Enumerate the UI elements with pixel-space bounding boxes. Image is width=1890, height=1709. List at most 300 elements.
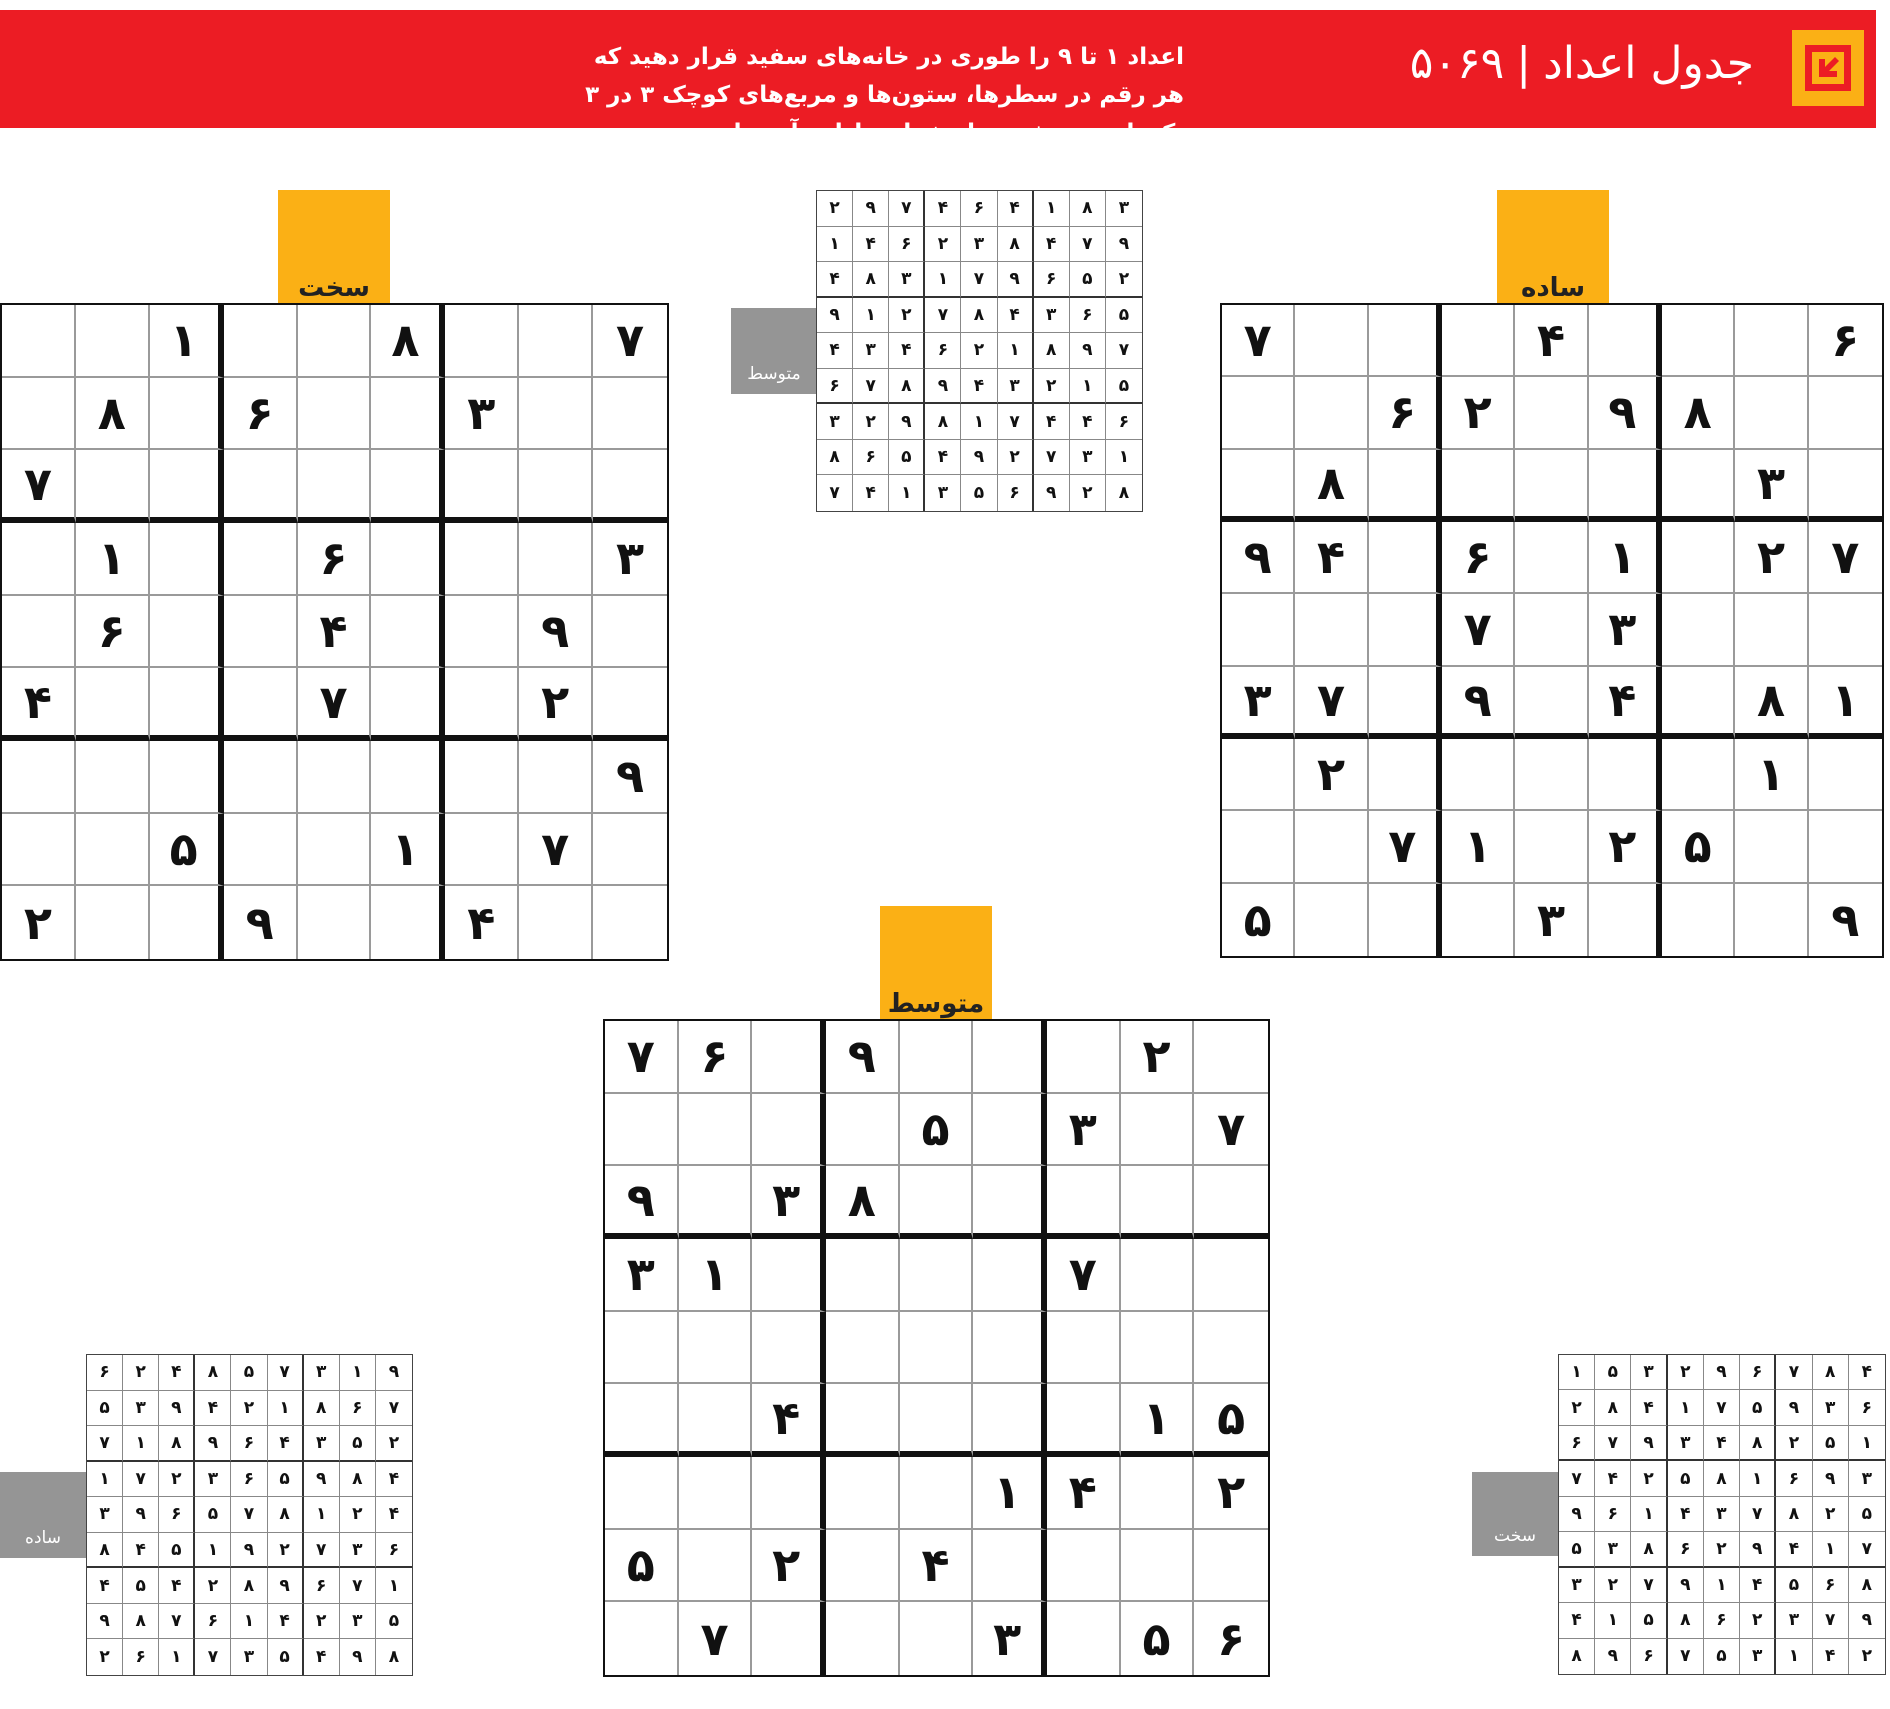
easy-answer-cell: ۹ <box>304 1462 340 1498</box>
hard-sudoku-cell <box>298 378 372 451</box>
hard-sudoku-cell <box>371 523 445 596</box>
medium-sudoku-cell: ۷ <box>679 1602 753 1675</box>
medium-sudoku-cell: ۱ <box>1121 1384 1195 1457</box>
hard-sudoku-cell <box>593 450 667 523</box>
easy-sudoku-cell <box>1589 884 1662 956</box>
hard-sudoku-cell <box>298 814 372 887</box>
medium-sudoku-cell <box>900 1021 974 1094</box>
easy-sudoku-cell <box>1222 450 1295 522</box>
easy-sudoku-grid <box>1220 303 1884 958</box>
hard-answer-cell: ۸ <box>1776 1497 1812 1532</box>
medium-sudoku-cell: ۴ <box>752 1384 826 1457</box>
hard-sudoku-cell: ۴ <box>2 668 76 741</box>
medium-answer-cell: ۸ <box>889 369 925 405</box>
medium-answer-cell: ۶ <box>1106 404 1142 440</box>
hard-answer-cell: ۱ <box>1668 1390 1704 1425</box>
hard-sudoku-cell: ۴ <box>298 596 372 669</box>
medium-answer-cell: ۷ <box>817 475 853 511</box>
easy-answer-cell: ۹ <box>159 1391 195 1427</box>
easy-sudoku-cell <box>1662 450 1735 522</box>
hard-sudoku-cell: ۹ <box>593 741 667 814</box>
easy-sudoku-cell <box>1442 739 1515 811</box>
hard-sudoku-cell: ۳ <box>593 523 667 596</box>
hard-answer-cell: ۴ <box>1595 1461 1631 1496</box>
easy-sudoku-cell <box>1662 739 1735 811</box>
hard-answer-cell: ۴ <box>1813 1639 1849 1674</box>
easy-answer-cell: ۶ <box>340 1391 376 1427</box>
hard-answer-cell: ۶ <box>1849 1390 1885 1425</box>
medium-sudoku-cell <box>973 1530 1047 1603</box>
medium-sudoku-cell: ۷ <box>605 1021 679 1094</box>
medium-answer-cell: ۱ <box>853 298 889 334</box>
hard-answer-cell: ۳ <box>1813 1390 1849 1425</box>
easy-sudoku-cell <box>1735 811 1808 883</box>
medium-answer-cell: ۲ <box>1106 262 1142 298</box>
easy-sudoku-cell: ۳ <box>1589 594 1662 666</box>
hard-sudoku-cell <box>150 596 224 669</box>
hard-sudoku-cell <box>519 450 593 523</box>
easy-answer-cell: ۲ <box>195 1568 231 1604</box>
easy-sudoku-cell: ۹ <box>1589 377 1662 449</box>
medium-answer-cell: ۲ <box>853 404 889 440</box>
medium-sudoku-cell <box>752 1239 826 1312</box>
hard-sudoku-cell <box>445 450 519 523</box>
hard-answer-cell: ۳ <box>1631 1355 1667 1390</box>
hard-sudoku-cell <box>371 450 445 523</box>
hard-answer-cell: ۱ <box>1704 1568 1740 1603</box>
easy-sudoku-cell <box>1662 305 1735 377</box>
hard-sudoku-cell <box>519 886 593 959</box>
hard-sudoku-cell: ۸ <box>76 378 150 451</box>
medium-answer-cell: ۶ <box>925 333 961 369</box>
hard-answer-cell: ۷ <box>1740 1497 1776 1532</box>
easy-sudoku-cell <box>1295 305 1368 377</box>
medium-sudoku-cell: ۲ <box>1121 1021 1195 1094</box>
easy-sudoku-cell <box>1515 377 1588 449</box>
hard-sudoku-cell <box>445 814 519 887</box>
medium-sudoku-cell <box>1194 1239 1268 1312</box>
hard-sudoku-cell <box>76 305 150 378</box>
hard-answer-cell: ۸ <box>1813 1355 1849 1390</box>
hard-sudoku-cell: ۱ <box>371 814 445 887</box>
easy-answer-cell: ۸ <box>87 1533 123 1569</box>
medium-answer-cell: ۳ <box>853 333 889 369</box>
hard-answer-cell: ۴ <box>1776 1532 1812 1567</box>
medium-answer-cell: ۴ <box>817 333 853 369</box>
hard-answer-cell: ۲ <box>1704 1532 1740 1567</box>
medium-sudoku-cell <box>826 1457 900 1530</box>
medium-sudoku-cell <box>900 1166 974 1239</box>
medium-sudoku-cell <box>1047 1312 1121 1385</box>
easy-answer-cell: ۲ <box>376 1426 412 1462</box>
easy-sudoku-cell: ۴ <box>1589 667 1662 739</box>
hard-answer-cell: ۷ <box>1813 1603 1849 1638</box>
easy-answer-cell: ۵ <box>159 1533 195 1569</box>
easy-sudoku-cell <box>1662 667 1735 739</box>
medium-sudoku-cell <box>973 1166 1047 1239</box>
medium-answer-cell: ۲ <box>998 440 1034 476</box>
medium-answer-cell: ۷ <box>1106 333 1142 369</box>
easy-sudoku-cell: ۲ <box>1589 811 1662 883</box>
easy-sudoku-cell <box>1735 884 1808 956</box>
medium-answer-cell: ۴ <box>998 298 1034 334</box>
hard-answer-cell: ۵ <box>1668 1461 1704 1496</box>
easy-sudoku-cell <box>1809 377 1882 449</box>
medium-answer-cell: ۲ <box>925 227 961 263</box>
hard-sudoku-cell: ۲ <box>519 668 593 741</box>
easy-answer-cell: ۴ <box>268 1604 304 1640</box>
medium-answer-cell: ۱ <box>1070 369 1106 405</box>
hard-sudoku-cell <box>593 886 667 959</box>
hard-sudoku-cell: ۹ <box>519 596 593 669</box>
hard-answer-cell: ۸ <box>1704 1461 1740 1496</box>
easy-answer-cell: ۴ <box>87 1568 123 1604</box>
hard-answer-cell: ۳ <box>1776 1603 1812 1638</box>
easy-answer-cell: ۷ <box>159 1604 195 1640</box>
hard-sudoku-cell <box>298 450 372 523</box>
hard-sudoku-cell <box>445 741 519 814</box>
instructions-text: اعداد ۱ تا ۹ را طوری در خانه‌های سفید قرار دهید که هر رقم در سطرها، ستون‌ها و مربع‌های کوچک ۳ در ۳ یک بار دیده شود. پاسخ‌ها در ادامه آمده است. <box>585 44 1184 146</box>
easy-answer-grid <box>86 1354 413 1676</box>
medium-sudoku-cell <box>973 1312 1047 1385</box>
logo <box>1792 30 1864 106</box>
hard-sudoku-cell <box>224 450 298 523</box>
easy-answer-cell: ۸ <box>231 1568 267 1604</box>
hard-sudoku-cell: ۳ <box>445 378 519 451</box>
header-bar <box>0 10 1876 146</box>
medium-sudoku-cell: ۷ <box>1047 1239 1121 1312</box>
medium-answer-cell: ۹ <box>889 404 925 440</box>
hard-sudoku-cell <box>150 450 224 523</box>
easy-sudoku-cell: ۱ <box>1442 811 1515 883</box>
medium-answer-cell: ۴ <box>817 262 853 298</box>
medium-sudoku-cell <box>1047 1166 1121 1239</box>
hard-sudoku-cell <box>224 523 298 596</box>
medium-answer-cell: ۴ <box>889 333 925 369</box>
easy-answer-cell: ۶ <box>231 1462 267 1498</box>
medium-sudoku-cell <box>826 1094 900 1167</box>
medium-sudoku-cell: ۳ <box>605 1239 679 1312</box>
easy-answer-cell: ۴ <box>159 1355 195 1391</box>
medium-sudoku-cell <box>679 1530 753 1603</box>
hard-label-block <box>278 190 390 305</box>
medium-sudoku-cell: ۵ <box>1194 1384 1268 1457</box>
hard-label: سخت <box>298 273 370 303</box>
medium-answer-cell: ۹ <box>817 298 853 334</box>
easy-sudoku-cell: ۹ <box>1831 892 1860 947</box>
medium-answer-tag <box>731 308 817 394</box>
easy-answer-cell: ۳ <box>340 1533 376 1569</box>
easy-sudoku-cell <box>1809 594 1882 666</box>
hard-answer-cell: ۲ <box>1631 1461 1667 1496</box>
hard-answer-cell: ۵ <box>1776 1568 1812 1603</box>
hard-answer-cell: ۶ <box>1668 1532 1704 1567</box>
easy-answer-cell: ۳ <box>340 1604 376 1640</box>
easy-answer-cell: ۶ <box>195 1604 231 1640</box>
easy-sudoku-cell <box>1515 667 1588 739</box>
medium-sudoku-cell <box>973 1021 1047 1094</box>
hard-sudoku-cell <box>224 741 298 814</box>
medium-answer-cell: ۶ <box>817 369 853 405</box>
easy-answer-cell: ۶ <box>159 1497 195 1533</box>
medium-answer-cell: ۹ <box>1034 475 1070 511</box>
easy-sudoku-cell <box>1662 594 1735 666</box>
hard-sudoku-cell <box>2 814 76 887</box>
easy-answer-cell: ۶ <box>304 1568 340 1604</box>
easy-sudoku-cell: ۷ <box>1295 667 1368 739</box>
medium-answer-cell: ۷ <box>961 262 997 298</box>
medium-answer-cell: ۶ <box>889 227 925 263</box>
medium-answer-cell: ۹ <box>1106 227 1142 263</box>
medium-sudoku-cell <box>900 1312 974 1385</box>
hard-sudoku-cell <box>2 741 76 814</box>
easy-sudoku-cell <box>1222 811 1295 883</box>
medium-sudoku-cell <box>826 1312 900 1385</box>
medium-answer-cell: ۴ <box>925 191 961 227</box>
medium-answer-cell: ۴ <box>853 475 889 511</box>
hard-sudoku-cell <box>445 668 519 741</box>
medium-sudoku-cell <box>752 1457 826 1530</box>
hard-sudoku-cell <box>2 596 76 669</box>
medium-answer-cell: ۱ <box>889 475 925 511</box>
medium-answer-cell: ۳ <box>1034 298 1070 334</box>
hard-answer-cell: ۶ <box>1776 1461 1812 1496</box>
medium-sudoku-cell: ۸ <box>826 1166 900 1239</box>
easy-sudoku-cell: ۷ <box>1369 811 1442 883</box>
medium-sudoku-cell <box>973 1094 1047 1167</box>
hard-sudoku-cell <box>519 305 593 378</box>
easy-sudoku-cell: ۸ <box>1295 450 1368 522</box>
easy-answer-cell: ۷ <box>268 1355 304 1391</box>
medium-answer-cell: ۲ <box>1034 369 1070 405</box>
easy-answer-cell: ۵ <box>268 1639 304 1675</box>
medium-answer-cell: ۴ <box>853 227 889 263</box>
page-title <box>1410 38 1754 89</box>
hard-answer-cell: ۱ <box>1559 1355 1595 1390</box>
medium-answer-cell: ۱ <box>961 404 997 440</box>
easy-answer-cell: ۳ <box>87 1497 123 1533</box>
easy-answer-cell: ۵ <box>87 1391 123 1427</box>
medium-sudoku-cell <box>752 1602 826 1675</box>
hard-sudoku-cell <box>519 378 593 451</box>
hard-sudoku-cell <box>150 741 224 814</box>
hard-answer-cell: ۵ <box>1704 1639 1740 1674</box>
medium-sudoku-cell <box>826 1239 900 1312</box>
hard-sudoku-cell: ۶ <box>298 523 372 596</box>
easy-sudoku-cell: ۱ <box>1589 522 1662 594</box>
medium-answer-cell: ۳ <box>998 369 1034 405</box>
medium-sudoku-cell: ۹ <box>605 1166 679 1239</box>
easy-sudoku-cell <box>1295 811 1368 883</box>
easy-sudoku-cell <box>1515 450 1588 522</box>
easy-sudoku-cell: ۶ <box>1809 305 1882 377</box>
hard-sudoku-cell <box>593 814 667 887</box>
hard-sudoku-grid <box>0 303 669 961</box>
easy-sudoku-cell <box>1515 594 1588 666</box>
hard-sudoku-cell <box>224 814 298 887</box>
medium-sudoku-cell: ۳ <box>1047 1094 1121 1167</box>
medium-sudoku-cell <box>973 1384 1047 1457</box>
easy-answer-cell: ۳ <box>231 1639 267 1675</box>
medium-answer-cell: ۸ <box>853 262 889 298</box>
medium-label-block <box>880 906 992 1021</box>
hard-answer-cell: ۳ <box>1559 1568 1595 1603</box>
easy-sudoku-cell <box>1442 450 1515 522</box>
easy-sudoku-cell <box>1222 594 1295 666</box>
easy-sudoku-cell: ۴ <box>1515 305 1588 377</box>
easy-sudoku-cell <box>1222 739 1295 811</box>
easy-answer-cell: ۲ <box>231 1391 267 1427</box>
medium-answer-cell: ۷ <box>889 191 925 227</box>
easy-answer-cell: ۵ <box>268 1462 304 1498</box>
easy-answer-cell: ۸ <box>195 1355 231 1391</box>
hard-sudoku-cell <box>150 523 224 596</box>
hard-answer-cell: ۲ <box>1813 1497 1849 1532</box>
hard-answer-cell: ۶ <box>1740 1355 1776 1390</box>
easy-answer-cell: ۲ <box>340 1497 376 1533</box>
medium-sudoku-cell <box>973 1239 1047 1312</box>
hard-answer-cell: ۹ <box>1595 1639 1631 1674</box>
hard-sudoku-cell <box>150 378 224 451</box>
medium-answer-cell: ۶ <box>1070 298 1106 334</box>
hard-sudoku-cell <box>150 886 224 959</box>
hard-sudoku-cell <box>224 596 298 669</box>
hard-answer-cell: ۳ <box>1595 1532 1631 1567</box>
easy-answer-cell: ۷ <box>195 1639 231 1675</box>
hard-sudoku-cell: ۲ <box>2 886 76 959</box>
medium-answer-cell: ۳ <box>1070 440 1106 476</box>
medium-sudoku-cell <box>679 1166 753 1239</box>
easy-answer-cell: ۹ <box>123 1497 159 1533</box>
easy-sudoku-cell: ۲ <box>1735 522 1808 594</box>
medium-sudoku-cell <box>900 1457 974 1530</box>
hard-answer-cell: ۹ <box>1813 1461 1849 1496</box>
medium-sudoku-cell <box>752 1021 826 1094</box>
arrow-down-left-icon <box>1803 43 1853 93</box>
medium-answer-cell: ۸ <box>817 440 853 476</box>
medium-sudoku-cell <box>900 1239 974 1312</box>
hard-sudoku-cell <box>445 305 519 378</box>
easy-sudoku-cell <box>1809 811 1882 883</box>
medium-sudoku-cell <box>1194 1021 1268 1094</box>
medium-answer-tag-label: متوسط <box>747 364 801 384</box>
medium-sudoku-cell <box>605 1384 679 1457</box>
medium-sudoku-cell: ۳ <box>973 1602 1047 1675</box>
easy-answer-cell: ۴ <box>268 1426 304 1462</box>
hard-sudoku-cell <box>371 378 445 451</box>
easy-answer-cell: ۸ <box>268 1497 304 1533</box>
hard-answer-cell: ۴ <box>1849 1355 1885 1390</box>
hard-sudoku-cell <box>593 378 667 451</box>
easy-sudoku-cell: ۵ <box>1222 884 1295 956</box>
medium-sudoku-cell <box>752 1094 826 1167</box>
medium-sudoku-cell <box>1047 1021 1121 1094</box>
medium-answer-cell: ۳ <box>961 227 997 263</box>
medium-answer-cell: ۹ <box>1070 333 1106 369</box>
hard-answer-cell: ۲ <box>1776 1426 1812 1461</box>
easy-sudoku-cell <box>1809 739 1882 811</box>
easy-sudoku-cell <box>1369 739 1442 811</box>
hard-answer-cell: ۵ <box>1595 1355 1631 1390</box>
hard-answer-cell: ۷ <box>1595 1426 1631 1461</box>
hard-sudoku-cell <box>224 305 298 378</box>
easy-sudoku-cell: ۶ <box>1369 377 1442 449</box>
medium-answer-cell: ۵ <box>961 475 997 511</box>
medium-sudoku-cell <box>679 1457 753 1530</box>
easy-sudoku-cell: ۳ <box>1515 884 1588 956</box>
hard-answer-cell: ۹ <box>1704 1355 1740 1390</box>
hard-sudoku-cell: ۶ <box>224 378 298 451</box>
hard-answer-cell: ۵ <box>1813 1426 1849 1461</box>
medium-sudoku-cell: ۶ <box>1217 1611 1246 1666</box>
easy-sudoku-cell <box>1442 884 1515 956</box>
easy-label: ساده <box>1520 273 1586 303</box>
medium-sudoku-cell <box>1121 1312 1195 1385</box>
easy-sudoku-cell: ۱ <box>1735 739 1808 811</box>
hard-sudoku-cell <box>224 668 298 741</box>
easy-answer-cell: ۹ <box>376 1355 412 1391</box>
easy-answer-cell: ۳ <box>123 1391 159 1427</box>
medium-sudoku-cell: ۱ <box>679 1239 753 1312</box>
easy-answer-cell: ۷ <box>231 1497 267 1533</box>
hard-answer-cell: ۶ <box>1559 1426 1595 1461</box>
easy-sudoku-cell <box>1442 305 1515 377</box>
hard-sudoku-cell <box>2 523 76 596</box>
easy-sudoku-cell <box>1809 450 1882 522</box>
medium-answer-cell: ۴ <box>1070 404 1106 440</box>
hard-sudoku-cell <box>519 523 593 596</box>
easy-sudoku-cell <box>1295 884 1368 956</box>
hard-sudoku-cell <box>76 668 150 741</box>
medium-sudoku-cell: ۴ <box>900 1530 974 1603</box>
easy-sudoku-cell <box>1515 739 1588 811</box>
medium-sudoku-cell <box>1047 1384 1121 1457</box>
hard-sudoku-cell: ۶ <box>76 596 150 669</box>
hard-sudoku-cell: ۸ <box>371 305 445 378</box>
easy-answer-cell: ۵ <box>195 1497 231 1533</box>
hard-sudoku-cell <box>2 378 76 451</box>
easy-answer-cell: ۶ <box>123 1639 159 1675</box>
medium-answer-cell: ۳ <box>889 262 925 298</box>
medium-sudoku-cell <box>900 1384 974 1457</box>
medium-answer-cell: ۷ <box>998 404 1034 440</box>
medium-answer-cell: ۷ <box>1070 227 1106 263</box>
hard-answer-cell: ۵ <box>1849 1497 1885 1532</box>
easy-sudoku-cell <box>1735 305 1808 377</box>
hard-sudoku-cell <box>445 596 519 669</box>
easy-sudoku-cell <box>1589 305 1662 377</box>
easy-answer-cell: ۴ <box>376 1497 412 1533</box>
easy-answer-cell: ۹ <box>268 1568 304 1604</box>
easy-sudoku-cell <box>1662 884 1735 956</box>
hard-answer-grid <box>1558 1354 1886 1675</box>
medium-sudoku-cell <box>1121 1457 1195 1530</box>
medium-answer-cell: ۱ <box>817 227 853 263</box>
hard-sudoku-cell <box>371 596 445 669</box>
hard-sudoku-cell: ۹ <box>224 886 298 959</box>
easy-answer-cell: ۱ <box>87 1462 123 1498</box>
hard-answer-cell: ۴ <box>1631 1390 1667 1425</box>
hard-sudoku-cell <box>150 668 224 741</box>
easy-sudoku-cell <box>1662 522 1735 594</box>
medium-answer-cell: ۳ <box>817 404 853 440</box>
hard-sudoku-cell: ۴ <box>445 886 519 959</box>
easy-sudoku-cell: ۳ <box>1222 667 1295 739</box>
medium-answer-cell: ۲ <box>889 298 925 334</box>
hard-sudoku-cell <box>519 741 593 814</box>
easy-sudoku-cell <box>1515 522 1588 594</box>
easy-sudoku-cell: ۹ <box>1442 667 1515 739</box>
